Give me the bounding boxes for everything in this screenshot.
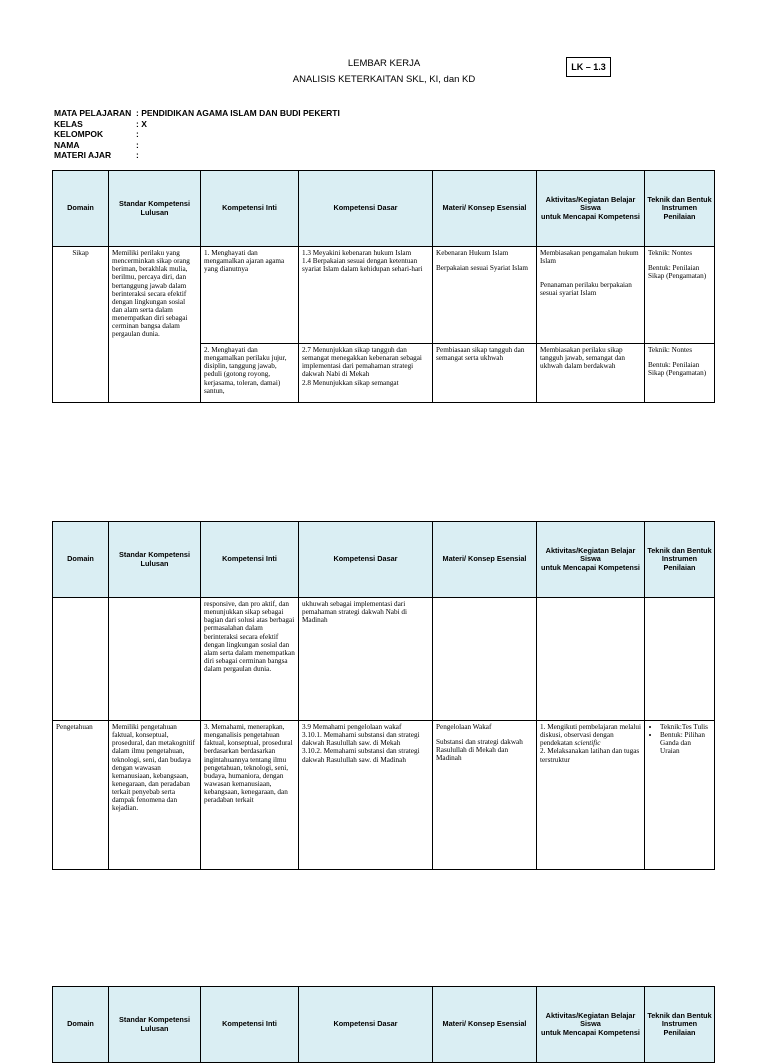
kd-cell: 1.3 Meyakini kebenaran hukum Islam 1.4 Berpakaian sesuai dengan ketentuan syariat Islam dalam kehidupan sehari-hari bbox=[299, 247, 433, 344]
ki-cell: 2. Menghayati dan mengamalkan perilaku jujur, disiplin, tanggung jawab, peduli (gotong royong, kerjasama, toleran, damai) santun, bbox=[201, 344, 299, 403]
col-header-domain: Domain bbox=[53, 522, 109, 598]
teknik-cell: Teknik: Nontes Bentuk: Penilaian Sikap (Pengamatan) bbox=[645, 247, 715, 344]
domain-cell: Pengetahuan bbox=[53, 721, 109, 870]
teknik-cell: • Teknik:Tes Tulis • Bentuk: Pilihan Ganda dan Uraian bbox=[645, 721, 715, 870]
col-header-domain: Domain bbox=[53, 171, 109, 247]
meta-row-group: KELOMPOK : bbox=[54, 129, 139, 139]
col-header-kd: Kompetensi Dasar bbox=[299, 171, 433, 247]
document-title: LEMBAR KERJA bbox=[347, 58, 421, 69]
meta-row-subject: MATA PELAJARAN : PENDIDIKAN AGAMA ISLAM DAN BUDI PEKERTI bbox=[54, 108, 340, 118]
meta-row-material: MATERI AJAR : bbox=[54, 150, 139, 160]
table-row bbox=[53, 721, 715, 870]
col-header-kd: Kompetensi Dasar bbox=[299, 987, 433, 1063]
col-header-aktivitas: Aktivitas/Kegiatan Belajar Siswa untuk Mencapai Kompetensi bbox=[537, 987, 645, 1063]
table-row bbox=[53, 247, 715, 344]
table-header-row bbox=[53, 171, 715, 247]
materi-cell: Kebenaran Hukum Islam Berpakaian sesuai Syariat Islam bbox=[433, 247, 537, 344]
materi-cell: Pengelolaan Wakaf Substansi dan strategi dakwah Rasulullah di Mekah dan Madinah bbox=[433, 721, 537, 870]
col-header-ki: Kompetensi Inti bbox=[201, 522, 299, 598]
analysis-table-page-1 bbox=[52, 170, 715, 403]
kd-cell: 3.9 Memahami pengelolaan wakaf 3.10.1. Memahami substansi dan strategi dakwah Rasulullah saw. di Mekah 3.10.2. Memahami substansi dan strategi dakwah Rasulullah saw. di Madinah bbox=[299, 721, 433, 870]
col-header-teknik: Teknik dan Bentuk Instrumen Penilaian bbox=[645, 522, 715, 598]
col-header-skl: Standar Kompetensi Lulusan bbox=[109, 171, 201, 247]
aktivitas-cell: Membiasakan pengamalan hukum Islam Penanaman perilaku berpakaian sesuai syariat Islam bbox=[537, 247, 645, 344]
col-header-skl: Standar Kompetensi Lulusan bbox=[109, 987, 201, 1063]
col-header-domain: Domain bbox=[53, 987, 109, 1063]
table-header-row bbox=[53, 987, 715, 1063]
materi-cell: Pembiasaan sikap tangguh dan semangat serta ukhwah bbox=[433, 344, 537, 403]
ki-cell: 1. Menghayati dan mengamalkan ajaran agama yang dianutnya bbox=[201, 247, 299, 344]
identity-block bbox=[54, 108, 340, 161]
col-header-skl: Standar Kompetensi Lulusan bbox=[109, 522, 201, 598]
table-row bbox=[53, 598, 715, 721]
kd-cell: 2.7 Menunjukkan sikap tangguh dan semangat menegakkan kebenaran sebagai implementasi dari pemahaman strategi dakwah Nabi di Mekah 2.8 Menunjukkan sikap semangat bbox=[299, 344, 433, 403]
domain-cell bbox=[53, 598, 109, 721]
col-header-teknik: Teknik dan Bentuk Instrumen Penilaian bbox=[645, 987, 715, 1063]
teknik-cell bbox=[645, 598, 715, 721]
aktivitas-cell: 1. Mengikuti pembelajaran melalui diskusi, observasi dengan pendekatan scientific 2. Melaksanakan latihan dan tugas terstruktur bbox=[537, 721, 645, 870]
skl-cell: Memiliki pengetahuan faktual, konseptual, prosedural, dan metakognitif dalam ilmu pengetahuan, teknologi, seni, dan budaya dengan wawasan kemanusiaan, kebangsaan, kenegaraan, dan peradaban terkait penyebab serta dampak fenomena dan kejadian. bbox=[109, 721, 201, 870]
document-subtitle: ANALISIS KETERKAITAN SKL, KI, dan KD bbox=[292, 74, 476, 85]
teknik-cell: Teknik: Nontes Bentuk: Penilaian Sikap (Pengamatan) bbox=[645, 344, 715, 403]
col-header-aktivitas: Aktivitas/Kegiatan Belajar Siswa untuk Mencapai Kompetensi bbox=[537, 171, 645, 247]
lk-code-box: LK – 1.3 bbox=[566, 57, 611, 77]
ki-cell: responsive, dan pro aktif, dan menunjukkan sikap sebagai bagian dari solusi atas berbagai permasalahan dalam berinteraksi secara efektif dengan lingkungan sosial dan alam serta dalam menempatkan diri sebagai cerminan bangsa dalam pergaulan dunia. bbox=[201, 598, 299, 721]
analysis-table-page-2 bbox=[52, 521, 715, 870]
ki-cell: 3. Memahami, menerapkan, menganalisis pengetahuan faktual, konseptual, prosedural berdasarkan berdasarkan ingintahuannya tentang ilmu pengetahuan, teknologi, seni, budaya, humaniora, dengan wawasan kemanusiaan, kebangsaan, kenegaraan, dan peradaban terkait bbox=[201, 721, 299, 870]
kd-cell: ukhuwah sebagai implementasi dari pemahaman strategi dakwah Nabi di Madinah bbox=[299, 598, 433, 721]
skl-cell: Memiliki perilaku yang mencerminkan sikap orang beriman, berakhlak mulia, berilmu, percaya diri, dan bertanggung jawab dalam berinteraksi secara efektif dengan lingkungan sosial dan alam serta dalam menempatkan diri sebagai cerminan bangsa dalam pergaulan dunia. bbox=[109, 247, 201, 403]
col-header-aktivitas: Aktivitas/Kegiatan Belajar Siswa untuk Mencapai Kompetensi bbox=[537, 522, 645, 598]
table-header-row bbox=[53, 522, 715, 598]
meta-row-class: KELAS : X bbox=[54, 118, 147, 129]
analysis-table-page-3 bbox=[52, 986, 715, 1063]
aktivitas-cell: Membiasakan perilaku sikap tangguh jawab, semangat dan ukhwah dalam berdakwah bbox=[537, 344, 645, 403]
col-header-materi: Materi/ Konsep Esensial bbox=[433, 522, 537, 598]
aktivitas-cell bbox=[537, 598, 645, 721]
col-header-kd: Kompetensi Dasar bbox=[299, 522, 433, 598]
col-header-materi: Materi/ Konsep Esensial bbox=[433, 987, 537, 1063]
domain-cell: Sikap bbox=[53, 247, 109, 403]
col-header-ki: Kompetensi Inti bbox=[201, 171, 299, 247]
materi-cell bbox=[433, 598, 537, 721]
col-header-teknik: Teknik dan Bentuk Instrumen Penilaian bbox=[645, 171, 715, 247]
col-header-materi: Materi/ Konsep Esensial bbox=[433, 171, 537, 247]
col-header-ki: Kompetensi Inti bbox=[201, 987, 299, 1063]
meta-row-name: NAMA : bbox=[54, 139, 139, 150]
skl-cell bbox=[109, 598, 201, 721]
